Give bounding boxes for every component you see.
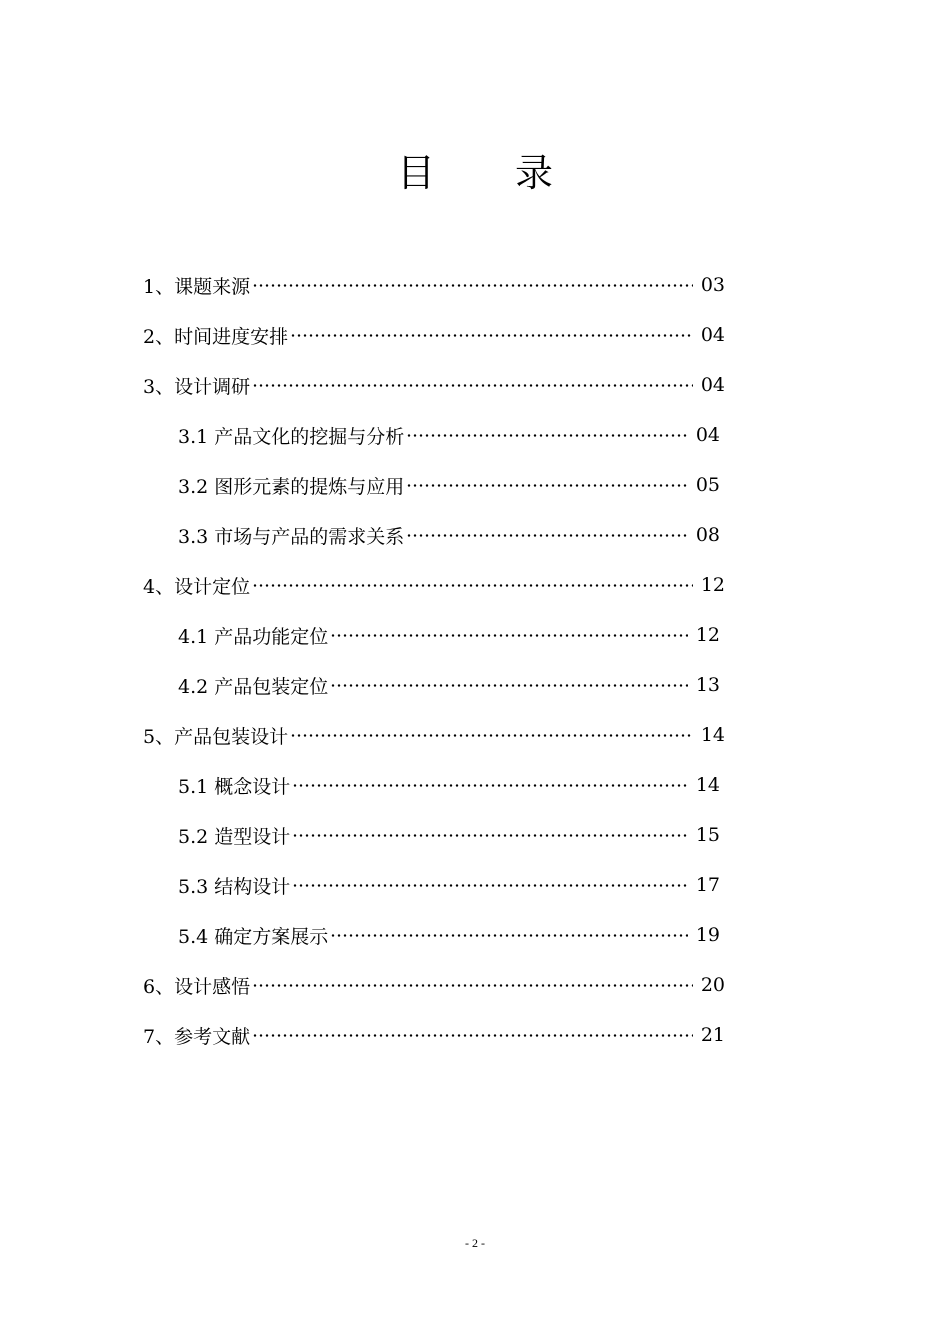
- toc-entry[interactable]: [143, 318, 725, 352]
- toc-entry-label: 5.1 概念设计: [178, 775, 291, 798]
- toc-entry-page: 04: [700, 374, 725, 396]
- toc-dot-leader: [252, 284, 693, 287]
- toc-entry-page: 15: [695, 824, 720, 846]
- toc-dot-leader: [406, 434, 688, 437]
- toc-entry-label: 5.4 确定方案展示: [178, 925, 329, 948]
- toc-entry-label: 5.3 结构设计: [178, 875, 291, 898]
- toc-dot-leader: [290, 734, 693, 737]
- toc-subentry[interactable]: [178, 418, 720, 452]
- toc-entry-page: 03: [700, 274, 725, 296]
- toc-entry-page: 20: [700, 974, 725, 996]
- toc-subentry[interactable]: [178, 518, 720, 552]
- toc-entry-label: 3.2 图形元素的提炼与应用: [178, 475, 405, 498]
- toc-entry-page: 13: [695, 674, 720, 696]
- toc-entry-page: 14: [700, 724, 725, 746]
- toc-dot-leader: [252, 384, 693, 387]
- toc-subentry[interactable]: [178, 768, 720, 802]
- toc-entry-page: 21: [700, 1024, 725, 1046]
- toc-entry-label: 3.3 市场与产品的需求关系: [178, 525, 405, 548]
- toc-entry-page: 12: [700, 574, 725, 596]
- toc-entry-label: 7、参考文献: [143, 1025, 251, 1048]
- toc-entry-page: 08: [695, 524, 720, 546]
- toc-entry[interactable]: [143, 968, 725, 1002]
- toc-entry-label: 3.1 产品文化的挖掘与分析: [178, 425, 405, 448]
- toc-dot-leader: [290, 334, 693, 337]
- toc-entry-label: 1、课题来源: [143, 275, 251, 298]
- toc-subentry[interactable]: [178, 868, 720, 902]
- toc-entry[interactable]: [143, 568, 725, 602]
- toc-entry-label: 3、设计调研: [143, 375, 251, 398]
- toc-dot-leader: [252, 984, 693, 987]
- toc-dot-leader: [330, 684, 688, 687]
- toc-entry-page: 19: [695, 924, 720, 946]
- toc-subentry[interactable]: [178, 618, 720, 652]
- toc-dot-leader: [292, 784, 688, 787]
- toc-entry-page: 04: [700, 324, 725, 346]
- toc-entry[interactable]: [143, 718, 725, 752]
- toc-entry[interactable]: [143, 368, 725, 402]
- toc-entry-page: 17: [695, 874, 720, 896]
- toc-entry-label: 2、时间进度安排: [143, 325, 289, 348]
- toc-dot-leader: [330, 634, 688, 637]
- toc-dot-leader: [252, 584, 693, 587]
- toc-dot-leader: [330, 934, 688, 937]
- toc-entry[interactable]: [143, 268, 725, 302]
- toc-entry-label: 4.1 产品功能定位: [178, 625, 329, 648]
- toc-dot-leader: [252, 1034, 693, 1037]
- toc-subentry[interactable]: [178, 468, 720, 502]
- toc-entry-page: 05: [695, 474, 720, 496]
- toc-subentry[interactable]: [178, 918, 720, 952]
- toc-subentry[interactable]: [178, 818, 720, 852]
- toc-entry-label: 4、设计定位: [143, 575, 251, 598]
- page-number: - 2 -: [465, 1236, 485, 1250]
- toc-entry-label: 5、产品包装设计: [143, 725, 289, 748]
- toc-entry[interactable]: [143, 1018, 725, 1052]
- toc-dot-leader: [292, 834, 688, 837]
- toc-subentry[interactable]: [178, 668, 720, 702]
- toc-entry-page: 04: [695, 424, 720, 446]
- toc-entry-page: 12: [695, 624, 720, 646]
- toc-entry-label: 6、设计感悟: [143, 975, 251, 998]
- toc-dot-leader: [406, 484, 688, 487]
- toc-entry-page: 14: [695, 774, 720, 796]
- page-title: 目 录: [396, 151, 588, 195]
- toc-dot-leader: [292, 884, 688, 887]
- toc-dot-leader: [406, 534, 688, 537]
- toc-entry-label: 5.2 造型设计: [178, 825, 291, 848]
- toc-entry-label: 4.2 产品包装定位: [178, 675, 329, 698]
